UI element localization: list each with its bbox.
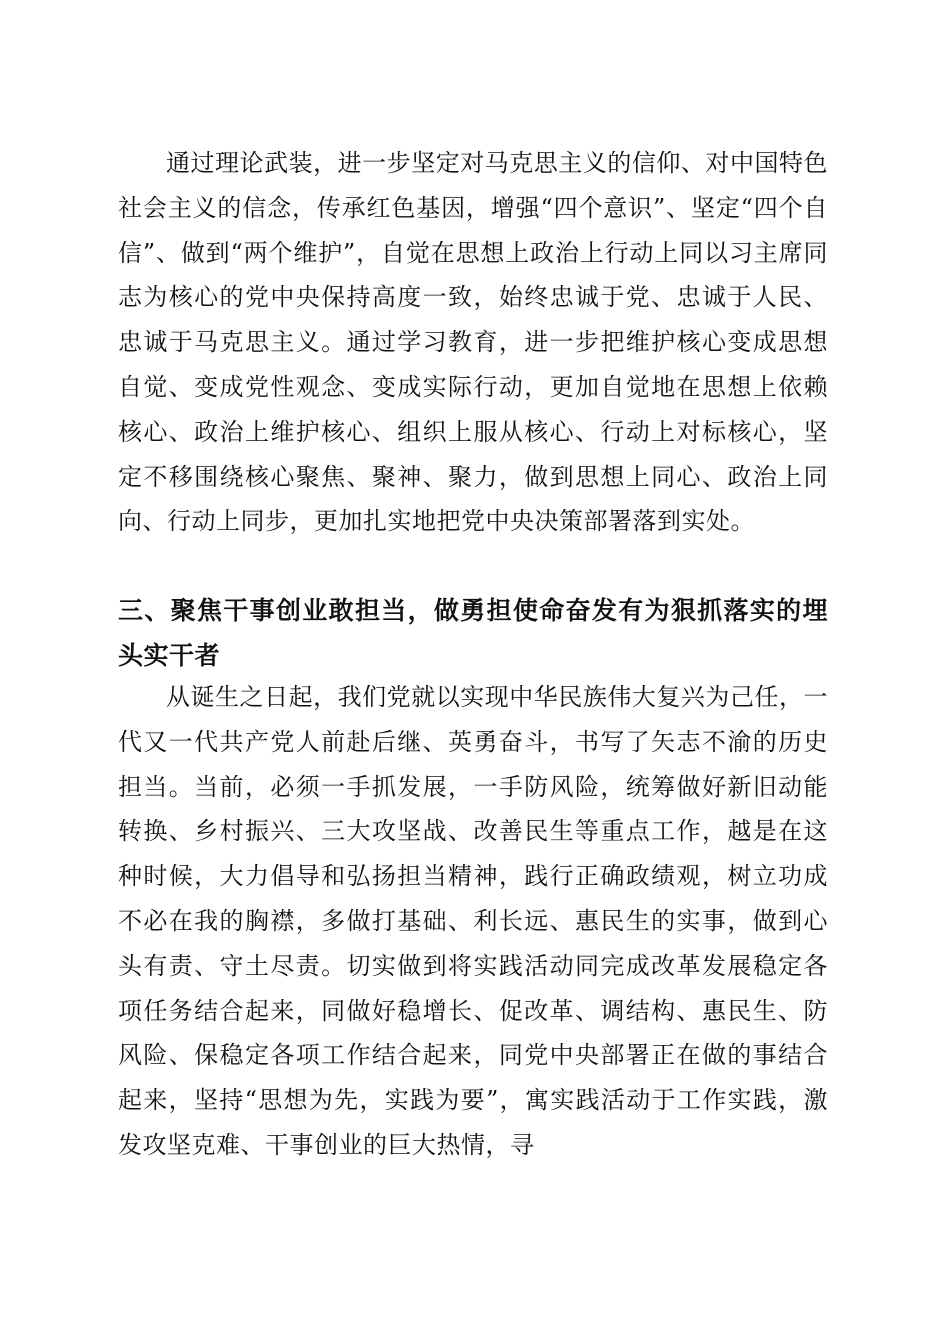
section-heading-3: 三、聚焦干事创业敢担当，做勇担使命奋发有为狠抓落实的埋头实干者 [118, 596, 828, 670]
body-paragraph-2: 从诞生之日起，我们党就以实现中华民族伟大复兴为己任，一代又一代共产党人前赴后继、英勇奋斗，书写了矢志不渝的历史担当。当前，必须一手抓发展，一手防风险，统筹做好新旧动能转换、乡村振兴、三大攻坚战、改善民生等重点工作，越是在这种时候，大力倡导和弘扬担当精神，践行正确政绩观，树立功成不必在我的胸襟，多做打基础、利长远、惠民生的实事，做到心头有责、守土尽责。切实做到将实践活动同完成改革发展稳定各项任务结合起来，同做好稳增长、促改革、调结构、惠民生、防风险、保稳定各项工作结合起来，同党中央部署正在做的事结合起来，坚持“思想为先，实践为要”，寓实践活动于工作实践，激发攻坚克难、干事创业的巨大热情，寻 [118, 683, 828, 1159]
body-paragraph-1: 通过理论武装，进一步坚定对马克思主义的信仰、对中国特色社会主义的信念，传承红色基因，增强“四个意识”、坚定“四个自信”、做到“两个维护”，自觉在思想上政治上行动上同以习主席同志为核心的党中央保持高度一致，始终忠诚于党、忠诚于人民、忠诚于马克思主义。通过学习教育，进一步把维护核心变成思想自觉、变成党性观念、变成实际行动，更加自觉地在思想上依赖核心、政治上维护核心、组织上服从核心、行动上对标核心，坚定不移围绕核心聚焦、聚神、聚力，做到思想上同心、政治上同向、行动上同步，更加扎实地把党中央决策部署落到实处。 [118, 149, 828, 536]
